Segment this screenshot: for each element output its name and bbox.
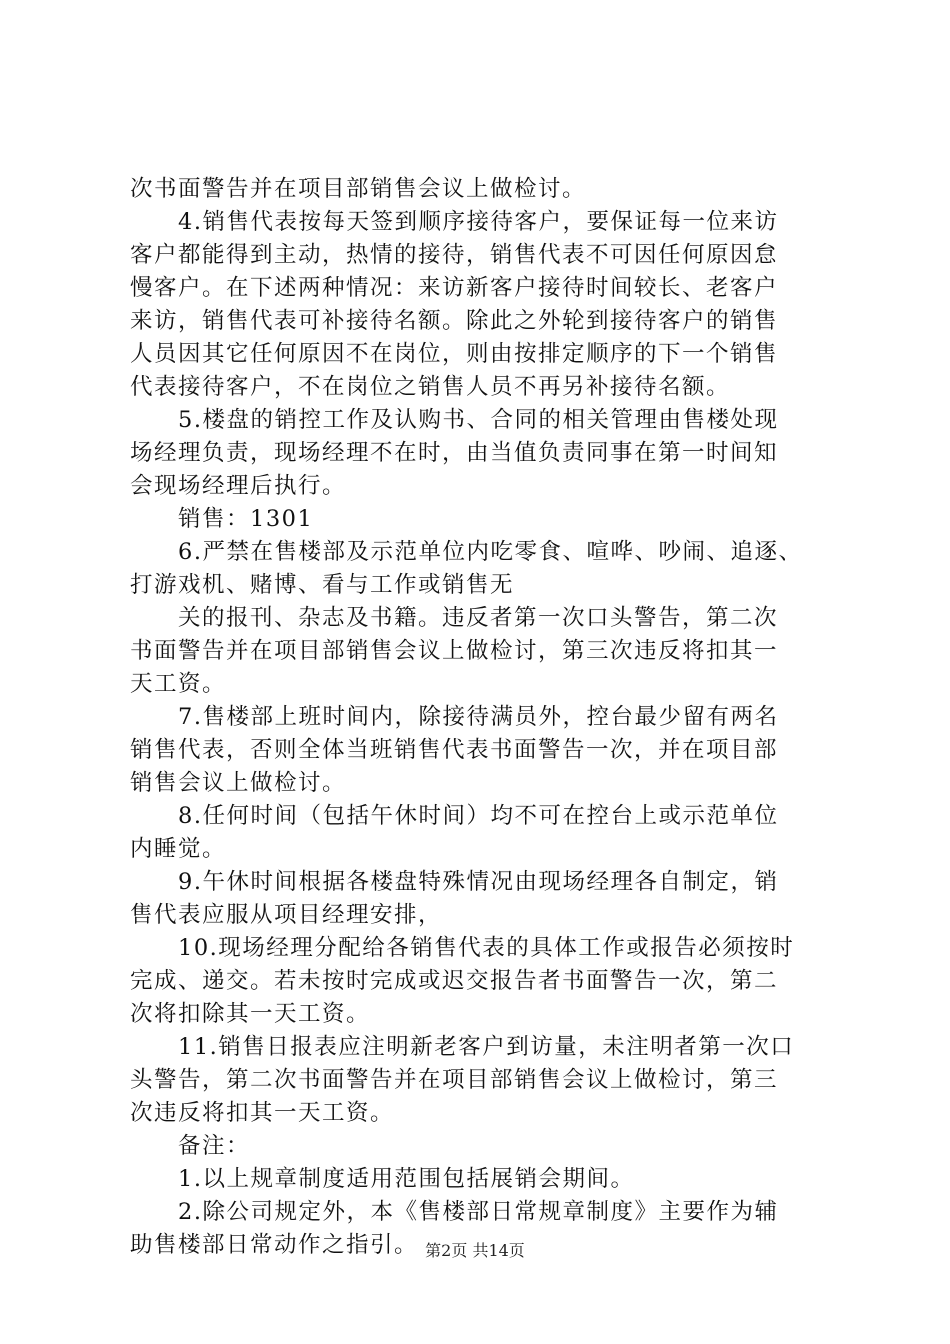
- body-line: 4.销售代表按每天签到顺序接待客户，要保证每一位来访: [178, 209, 779, 235]
- body-line: 7.售楼部上班时间内，除接待满员外，控台最少留有两名: [178, 704, 779, 730]
- page-footer: 第2页 共14页: [425, 1241, 525, 1260]
- body-line: 8.任何时间（包括午休时间）均不可在控台上或示范单位: [178, 803, 779, 829]
- body-line: 代表接待客户，不在岗位之销售人员不再另补接待名额。: [130, 374, 731, 400]
- body-line: 书面警告并在项目部销售会议上做检讨，第三次违反将扣其一: [130, 638, 779, 664]
- body-line: 人员因其它任何原因不在岗位，则由按排定顺序的下一个销售: [130, 341, 779, 367]
- body-line: 9.午休时间根据各楼盘特殊情况由现场经理各自制定，销: [178, 869, 779, 895]
- body-line: 1.以上规章制度适用范围包括展销会期间。: [178, 1166, 635, 1192]
- body-line: 售代表应服从项目经理安排，: [130, 902, 443, 928]
- body-line: 内睡觉。: [130, 836, 227, 862]
- body-line: 关的报刊、杂志及书籍。违反者第一次口头警告，第二次: [178, 605, 779, 631]
- body-line: 次将扣除其一天工资。: [130, 1001, 371, 1027]
- body-line: 天工资。: [130, 671, 227, 697]
- body-line: 销售：1301: [178, 506, 314, 532]
- body-line: 次书面警告并在项目部销售会议上做检讨。: [130, 176, 587, 202]
- body-line: 慢客户。在下述两种情况：来访新客户接待时间较长、老客户: [130, 275, 779, 301]
- body-line: 助售楼部日常动作之指引。: [130, 1232, 419, 1258]
- body-line: 次违反将扣其一天工资。: [130, 1100, 395, 1126]
- body-line: 会现场经理后执行。: [130, 473, 347, 499]
- body-line: 场经理负责，现场经理不在时，由当值负责同事在第一时间知: [130, 440, 779, 466]
- body-line: 11.销售日报表应注明新老客户到访量，未注明者第一次口: [178, 1034, 795, 1060]
- body-line: 备注：: [178, 1133, 251, 1159]
- body-line: 销售会议上做检讨。: [130, 770, 347, 796]
- body-line: 客户都能得到主动，热情的接待，销售代表不可因任何原因怠: [130, 242, 779, 268]
- body-line: 来访，销售代表可补接待名额。除此之外轮到接待客户的销售: [130, 308, 779, 334]
- body-line: 打游戏机、赌博、看与工作或销售无: [130, 572, 515, 598]
- body-line: 5.楼盘的销控工作及认购书、合同的相关管理由售楼处现: [178, 407, 779, 433]
- body-line: 10.现场经理分配给各销售代表的具体工作或报告必须按时: [178, 935, 795, 961]
- body-line: 销售代表，否则全体当班销售代表书面警告一次，并在项目部: [130, 737, 779, 763]
- body-line: 2.除公司规定外，本《售楼部日常规章制度》主要作为辅: [178, 1199, 779, 1225]
- body-line: 完成、递交。若未按时完成或迟交报告者书面警告一次，第二: [130, 968, 779, 994]
- body-line: 头警告，第二次书面警告并在项目部销售会议上做检讨，第三: [130, 1067, 779, 1093]
- body-line: 6.严禁在售楼部及示范单位内吃零食、喧哗、吵闹、追逐、: [178, 539, 803, 565]
